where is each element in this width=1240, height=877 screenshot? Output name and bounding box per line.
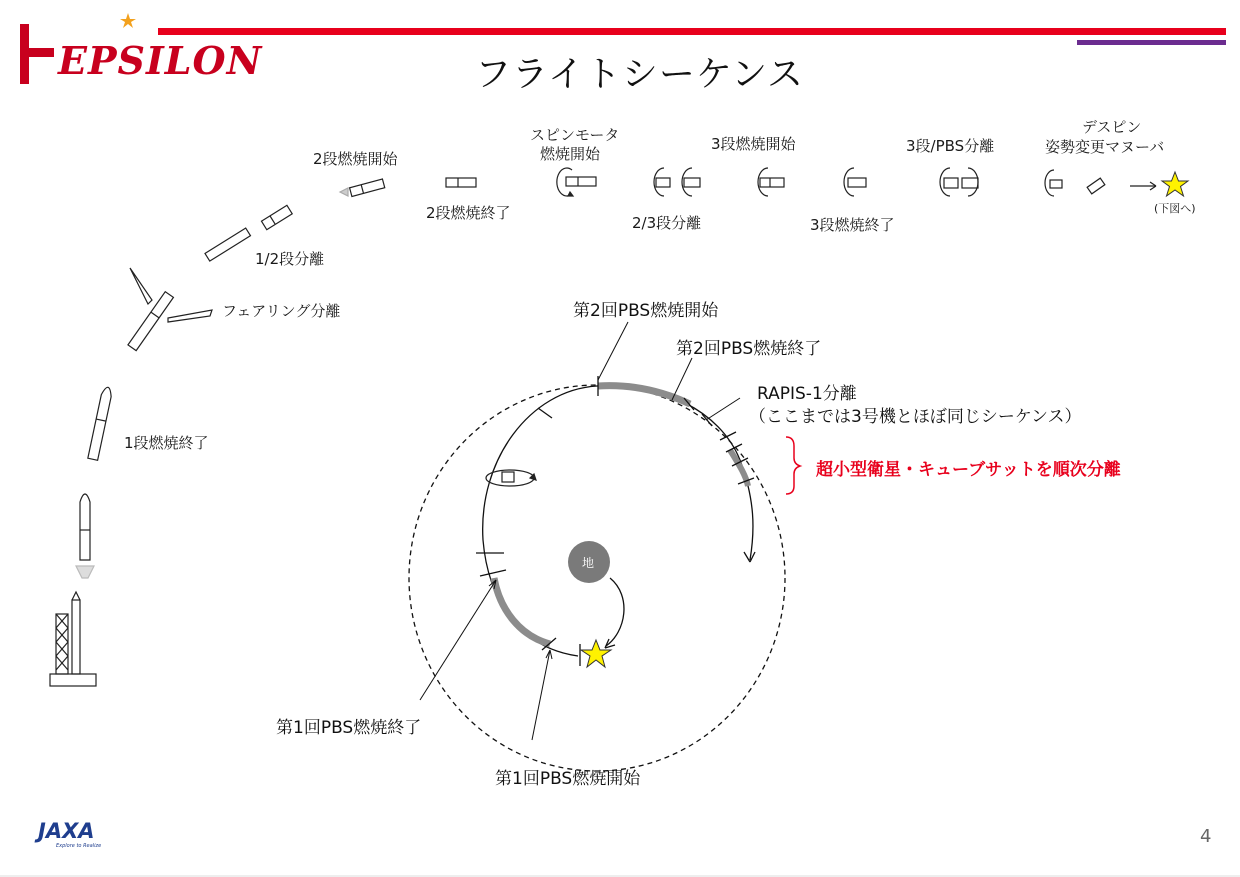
earth-to-star-arrow bbox=[606, 578, 624, 646]
orbit-spin-icon bbox=[486, 470, 536, 486]
label-s3-end: 3段燃焼終了 bbox=[810, 216, 895, 234]
stage3-ignition-icon bbox=[758, 168, 784, 196]
label-s1-burnout: 1段燃焼終了 bbox=[124, 434, 209, 452]
label-despin-2: 姿勢変更マヌーバ bbox=[1045, 138, 1165, 156]
stage23-separation-icon bbox=[654, 168, 700, 196]
label-pbs1-end: 第1回PBS燃焼終了 bbox=[276, 718, 422, 738]
label-pbs2-start: 第2回PBS燃焼開始 bbox=[573, 301, 719, 321]
rocket-liftoff-icon bbox=[76, 494, 94, 578]
label-stage23-sep: 2/3段分離 bbox=[632, 214, 702, 232]
label-fairing-sep: フェアリング分離 bbox=[222, 302, 341, 320]
label-spin-motor-2: 燃焼開始 bbox=[540, 145, 601, 163]
jaxa-logo: JAXA bbox=[38, 819, 95, 843]
label-see-below: (下図へ) bbox=[1154, 202, 1196, 215]
pbs1-burn-arc bbox=[494, 578, 550, 644]
label-earth: 地 bbox=[582, 556, 595, 570]
stage3-pbs-separation-icon bbox=[940, 168, 978, 196]
orbit-arrowhead bbox=[744, 552, 755, 562]
despin-maneuver-icon bbox=[1045, 170, 1156, 196]
label-cubesat-sep: 超小型衛星・キューブサットを順次分離 bbox=[816, 460, 1121, 480]
pbs2-burn-arc bbox=[598, 386, 690, 404]
label-pbs1-start: 第1回PBS燃焼開始 bbox=[495, 769, 641, 789]
label-pbs2-end: 第2回PBS燃焼終了 bbox=[676, 339, 822, 359]
page-number: 4 bbox=[1200, 826, 1212, 847]
jaxa-tagline: Explore to Realize bbox=[56, 843, 102, 849]
label-rapis-sep: RAPIS-1分離 bbox=[757, 384, 857, 404]
leader-lines bbox=[420, 322, 740, 740]
cubesat-brace bbox=[786, 437, 800, 494]
label-rapis-note: （ここまでは3号機とほぼ同じシーケンス） bbox=[749, 407, 1082, 427]
label-s2-end: 2段燃焼終了 bbox=[426, 204, 511, 222]
page-title: フライトシーケンス bbox=[475, 54, 805, 95]
header-red-rule bbox=[158, 28, 1226, 35]
stage2-burnout-icon bbox=[446, 178, 476, 187]
label-spin-motor-1: スピンモータ bbox=[530, 126, 620, 144]
label-s3-start: 3段燃焼開始 bbox=[711, 135, 796, 153]
label-s2-start: 2段燃焼開始 bbox=[313, 150, 398, 168]
spin-motor-icon bbox=[557, 168, 596, 196]
star-icon bbox=[1162, 172, 1188, 196]
stage2-ignition-icon bbox=[340, 179, 385, 196]
label-stage12-sep: 1/2段分離 bbox=[255, 250, 325, 268]
stage3-burnout-icon bbox=[844, 168, 866, 196]
transfer-orbit-path bbox=[483, 386, 753, 656]
label-s3-pbs-sep: 3段/PBS分離 bbox=[906, 137, 995, 155]
label-despin-1: デスピン bbox=[1082, 118, 1142, 136]
fairing-separation-icon bbox=[128, 268, 212, 351]
epsilon-logo-text: EPSILON bbox=[58, 38, 263, 83]
header-purple-accent bbox=[1077, 40, 1226, 45]
launch-pad-icon bbox=[50, 592, 96, 686]
rocket-ascent-icon bbox=[88, 386, 113, 460]
